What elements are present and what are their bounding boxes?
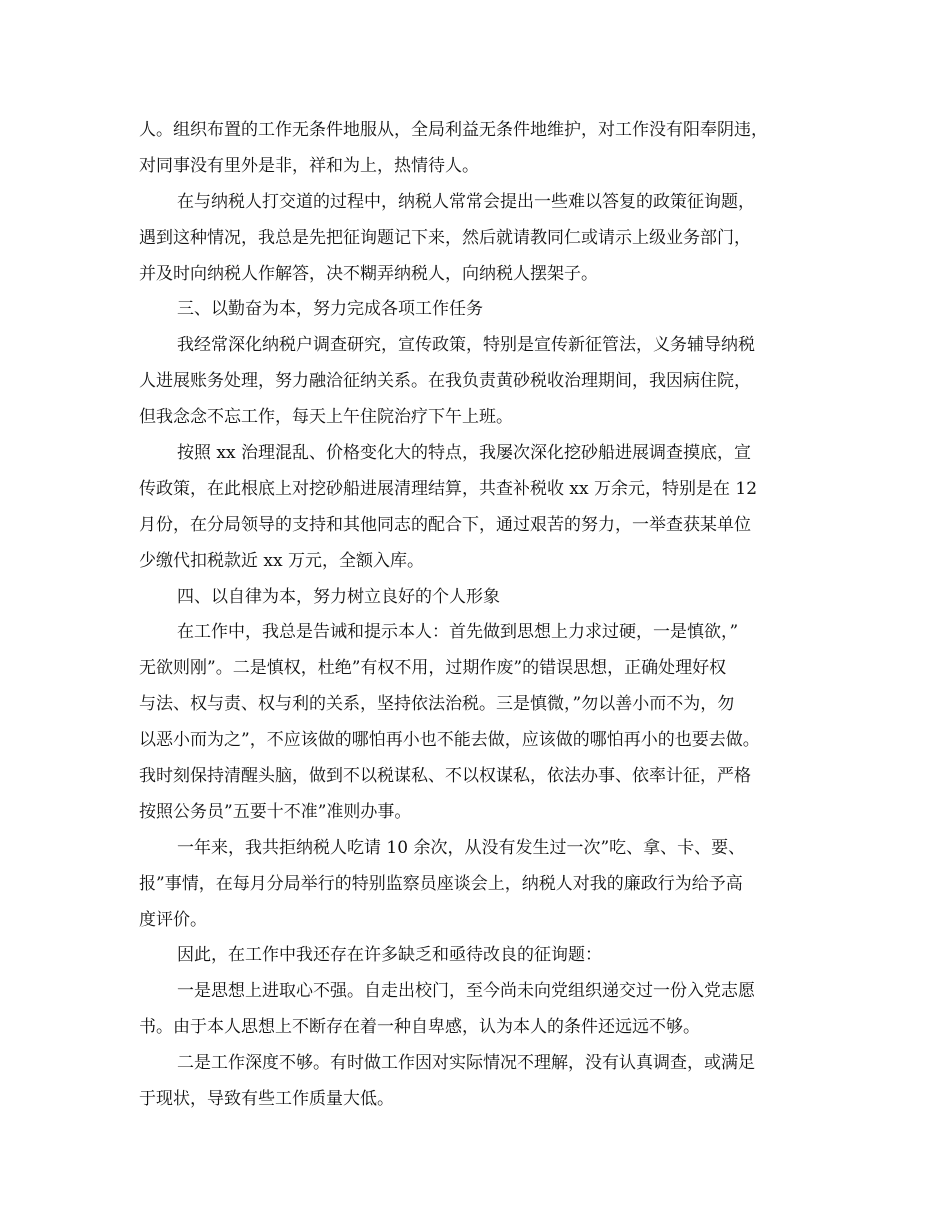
text-line: 与法、权与责、权与利的关系，坚持依法治税。三是慎微，”勿以善小而不为，勿 bbox=[139, 694, 735, 715]
paragraph-start-line: 我经常深化纳税户调查研究，宣传政策，特别是宣传新征管法，义务辅导纳税 bbox=[177, 335, 755, 356]
text-line: 度评价。 bbox=[139, 909, 207, 930]
paragraph-start-line: 因此，在工作中我还存在许多缺乏和亟待改良的征询题： bbox=[177, 945, 602, 966]
paragraph-start-line: 二是工作深度不够。有时做工作因对实际情况不理解，没有认真调查，或满足 bbox=[177, 1053, 755, 1074]
paragraph-start-line: 在与纳税人打交道的过程中，纳税人常常会提出一些难以答复的政策征询题， bbox=[177, 191, 755, 212]
text-line: 按照公务员”五要十不准”准则办事。 bbox=[139, 801, 412, 822]
paragraph-start-line: 一年来，我共拒纳税人吃请 10 余次，从没有发生过一次”吃、拿、卡、要、 bbox=[177, 837, 746, 858]
text-line: 对同事没有里外是非，祥和为上，热情待人。 bbox=[139, 155, 479, 176]
text-line: 月份，在分局领导的支持和其他同志的配合下，通过艰苦的努力，一举查获某单位 bbox=[139, 514, 751, 535]
text-line: 少缴代扣税款近 xx 万元，全额入库。 bbox=[139, 550, 424, 571]
text-line: 但我念念不忘工作，每天上午住院治疗下午上班。 bbox=[139, 407, 513, 428]
section-heading: 三、以勤奋为本，努力完成各项工作任务 bbox=[177, 299, 483, 320]
text-line: 传政策，在此根底上对挖砂船进展清理结算，共查补税收 xx 万余元，特别是在 12 bbox=[139, 478, 758, 499]
paragraph-start-line: 在工作中，我总是告诫和提示本人：首先做到思想上力求过硬，一是慎欲，” bbox=[177, 622, 739, 643]
text-line: 我时刻保持清醒头脑，做到不以税谋私、不以权谋私，依法办事、依率计征，严格 bbox=[139, 766, 751, 787]
text-line: 并及时向纳税人作解答，决不糊弄纳税人，向纳税人摆架子。 bbox=[139, 263, 598, 284]
text-line: 人进展账务处理，努力融洽征纳关系。在我负责黄砂税收治理期间，我因病住院， bbox=[139, 371, 751, 392]
text-line: 遇到这种情况，我总是先把征询题记下来，然后就请教同仁或请示上级业务部门， bbox=[139, 227, 751, 248]
paragraph-start-line: 按照 xx 治理混乱、价格变化大的特点，我屡次深化挖砂船进展调查摸底，宣 bbox=[177, 443, 751, 464]
text-line: 人。组织布置的工作无条件地服从，全局利益无条件地维护，对工作没有阳奉阴违， bbox=[139, 120, 768, 140]
paragraph-start-line: 一是思想上进取心不强。自走出校门，至今尚未向党组织递交过一份入党志愿 bbox=[177, 981, 755, 1002]
text-line: 于现状，导致有些工作质量大低。 bbox=[139, 1089, 394, 1110]
section-heading: 四、以自律为本，努力树立良好的个人形象 bbox=[177, 586, 500, 607]
text-line: 无欲则刚”。二是慎权，杜绝”有权不用，过期作废”的错误思想，正确处理好权 bbox=[139, 658, 727, 679]
document-body bbox=[139, 113, 829, 1118]
text-line: 报”事情，在每月分局举行的特别监察员座谈会上，纳税人对我的廉政行为给予高 bbox=[139, 873, 743, 894]
text-line: 以恶小而为之”，不应该做的哪怕再小也不能去做，应该做的哪怕再小的也要去做。 bbox=[139, 730, 760, 751]
text-line: 书。由于本人思想上不断存在着一种自卑感，认为本人的条件还远远不够。 bbox=[139, 1017, 700, 1038]
